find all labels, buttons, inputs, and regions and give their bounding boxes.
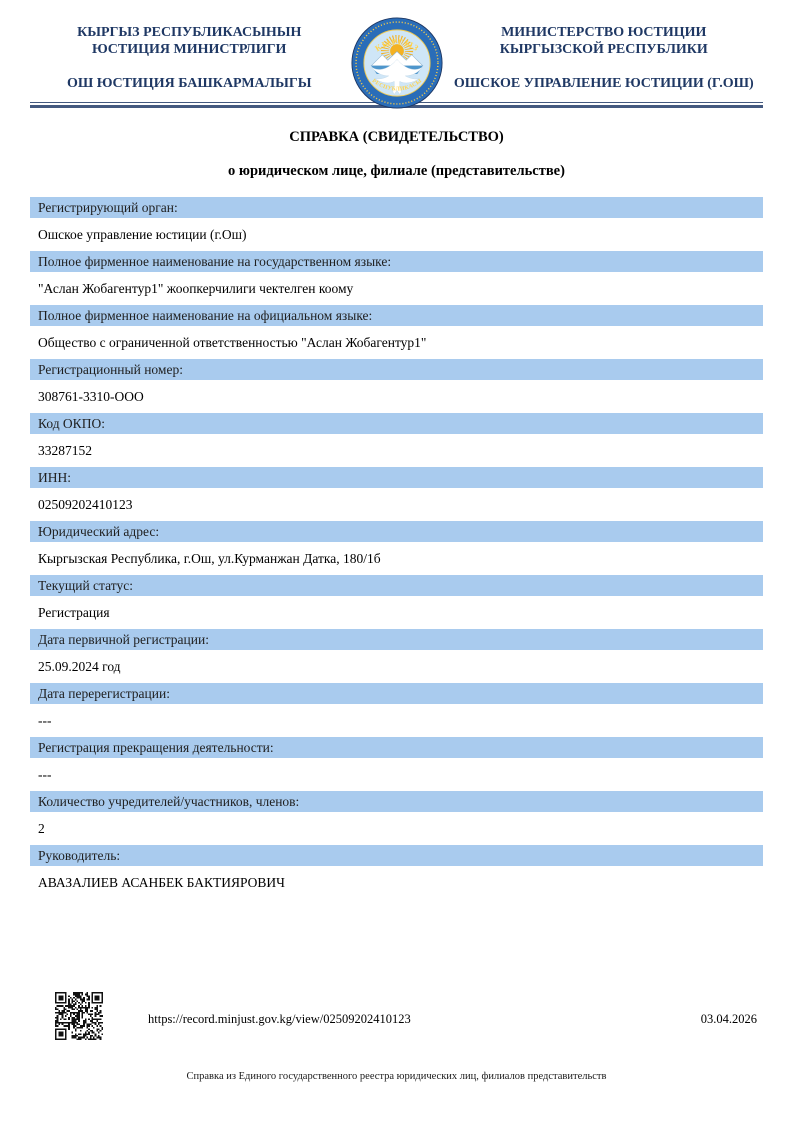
record-row <box>30 845 763 899</box>
record-row <box>30 251 763 305</box>
document-title: СПРАВКА (СВИДЕТЕЛЬСТВО) <box>289 129 504 145</box>
record-label: Количество учредителей/участников, членов: <box>30 791 763 812</box>
record-label: Текущий статус: <box>30 575 763 596</box>
record-row <box>30 737 763 791</box>
document-subtitle: о юридическом лице, филиале (представительстве) <box>228 163 565 179</box>
header-left-line3: ОШ ЮСТИЦИЯ БАШКАРМАЛЫГЫ <box>66 76 312 91</box>
record-value: "Аслан Жобагентур1" жоопкерчилиги чектелген коому <box>30 272 763 305</box>
record-value: 308761-3310-ООО <box>30 380 763 413</box>
record-value: --- <box>30 758 763 791</box>
emblem-top-text: КЫРГЫЗ <box>372 37 421 54</box>
record-row <box>30 629 763 683</box>
document-header <box>30 0 763 102</box>
record-value: Общество с ограниченной ответственностью "Аслан Жобагентур1" <box>30 326 763 359</box>
record-row <box>30 575 763 629</box>
record-value: 25.09.2024 год <box>30 650 763 683</box>
record-label: Дата перерегистрации: <box>30 683 763 704</box>
emblem-bottom-text: РЕСПУБЛИКАСЫ <box>370 78 423 93</box>
kyrgyz-republic-emblem-icon <box>349 17 445 109</box>
record-value: 2 <box>30 812 763 845</box>
record-label: Руководитель: <box>30 845 763 866</box>
record-row <box>30 305 763 359</box>
record-row <box>30 197 763 251</box>
header-right-block <box>445 16 764 92</box>
record-value: --- <box>30 704 763 737</box>
record-label: Регистрационный номер: <box>30 359 763 380</box>
record-row <box>30 791 763 845</box>
record-label: Регистрация прекращения деятельности: <box>30 737 763 758</box>
record-label: Юридический адрес: <box>30 521 763 542</box>
record-label: Полное фирменное наименование на официальном языке: <box>30 305 763 326</box>
record-value: Регистрация <box>30 596 763 629</box>
record-value: АВАЗАЛИЕВ АСАНБЕК БАКТИЯРОВИЧ <box>30 866 763 899</box>
header-right-line3: ОШСКОЕ УПРАВЛЕНИЕ ЮСТИЦИИ (Г.ОШ) <box>453 76 754 91</box>
header-left-line2: ЮСТИЦИЯ МИНИСТРЛИГИ <box>92 42 287 57</box>
record-row <box>30 521 763 575</box>
record-value: Кыргызская Республика, г.Ош, ул.Курманжан Датка, 180/1б <box>30 542 763 575</box>
record-label: Дата первичной регистрации: <box>30 629 763 650</box>
header-left-block <box>30 16 349 92</box>
record-label: ИНН: <box>30 467 763 488</box>
record-row <box>30 413 763 467</box>
record-row <box>30 359 763 413</box>
verification-url: https://record.minjust.gov.kg/view/02509202410123 <box>148 1012 411 1026</box>
record-label: Полное фирменное наименование на государственном языке: <box>30 251 763 272</box>
record-label: Регистрирующий орган: <box>30 197 763 218</box>
record-value: 33287152 <box>30 434 763 467</box>
issue-date: 03.04.2026 <box>700 1012 757 1026</box>
header-right-line1: МИНИСТЕРСТВО ЮСТИЦИИ <box>501 25 707 40</box>
header-right-line2: КЫРГЫЗСКОЙ РЕСПУБЛИКИ <box>499 42 708 57</box>
record-row <box>30 467 763 521</box>
record-value: 02509202410123 <box>30 488 763 521</box>
records-table <box>30 197 763 899</box>
header-left-line1: КЫРГЫЗ РЕСПУБЛИКАСЫНЫН <box>77 25 302 40</box>
footer-note: Справка из Единого государственного реестра юридических лиц, филиалов представительств <box>186 1071 607 1082</box>
record-label: Код ОКПО: <box>30 413 763 434</box>
record-value: Ошское управление юстиции (г.Ош) <box>30 218 763 251</box>
record-row <box>30 683 763 737</box>
qr-code <box>55 992 103 1040</box>
